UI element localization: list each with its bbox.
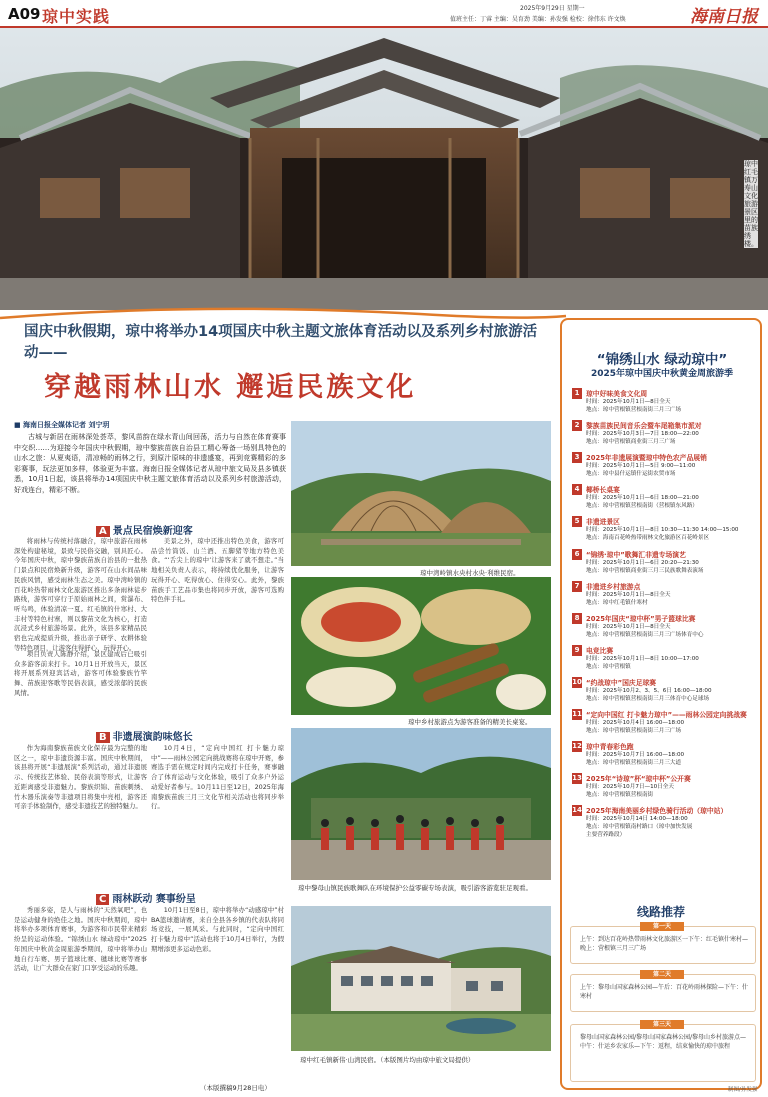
event-location: 地点：琼中营根镇营根南街三月三广场体育中心 [586,632,704,638]
article-subtitle: 国庆中秋假期，琼中将举办14项国庆中秋主题文旅体育活动以及系列乡村旅游活动—— [24,324,538,361]
event-number: 14 [572,806,582,814]
event-number: 12 [572,742,582,750]
event-location: 地点：海南百花岭热带雨林文化旅游区百花岭景区 [586,535,710,541]
section-a-text-col2: 美景之外，琼中还推出特色美食，游客可品尝竹筒饭、山兰酒、五脚猪等地方特色美食。“‘舌尖上的琼中’让游客来了就不想走。”当地相关负责人表示，将持续优化服务，让游客玩得开心、吃得放心、住得安心。此外，黎族苗族手工艺品市集也将同步开放，游客可选购特色伴手礼。 [151,537,284,604]
event-time: 时间：2025年10月3日—7日 18:00—22:00 [586,431,699,437]
event-time: 时间：2025年10月2、3、5、6日 16:00—18:00 [586,688,712,694]
editor-line: 值班主任：丁睿 主编：吴育劲 美编：孙发强 检校：徐伟东 许文焕 [450,16,626,23]
event-title: “定向中国红 打卡魅力琼中”——雨林公园定向挑战赛 [586,711,747,719]
hero-photo-caption: 琼中红毛镇万寿山文化旅游景区里的苗族绣楼。 [744,160,758,248]
event-number: 13 [572,774,582,782]
photo-ethnic-dance [291,728,551,880]
event-title: 2025年“诗琼”杯“琼中杯”公开赛 [586,775,691,783]
photo-long-table-feast [291,577,551,715]
event-location-cont: 主要营养路段） [586,832,626,838]
photo-caption-2: 琼中乡村旅游点为游客准备的精美长桌宴。 [408,718,532,726]
event-time: 时间：2025年10月1日—8日 10:00—17:00 [586,656,699,662]
section-c-heading: C 雨林跃动 赛事纷呈 [96,890,196,905]
event-location: 地点：琼中营根镇营根南街 [586,792,654,798]
section-b-heading: B 非遗展演韵味悠长 [96,728,193,743]
event-time: 时间：2025年10月7日—10日全天 [586,784,674,790]
event-location: 地点：琼中营根镇商业街三月三民族歌舞表演场 [586,568,704,574]
event-title: 非遗进乡村旅游点 [586,583,641,591]
event-time: 时间：2025年10月1日—5日 9:00—11:00 [586,463,696,469]
photo-caption-3: 琼中黎母山镇民族歌舞队在环境保护公益零碳专场表演，吸引游客游览驻足观看。 [298,884,532,892]
route-day-badge: 第一天 [640,922,684,931]
event-time: 时间：2025年10月7日 16:00—18:00 [586,752,685,758]
event-title: 非遗进景区 [586,518,620,526]
sidebar-title: “锦绣山水 绿动琼中” [596,352,728,368]
end-note: （本版撰稿9月28日电） [200,1084,271,1092]
event-number: 2 [572,420,582,431]
page-header [0,0,768,28]
event-title: 琼中青春彩色跑 [586,743,634,751]
section-a-text-col1: 将雨林与传统村落融合，琼中旅游在雨林深处构建秘境，景致与民俗交融，别具匠心。今年国庆中秋，琼中黎族苗族自治县的一批热门景点和民宿焕新升级，游客可在山水间品味民族风情，感受雨林生态之美。琼中湾岭镇的百花岭热带雨林文化旅游区推出多条雨林徒步路线，游客可穿行于原始雨林之间，赏瀑布、听鸟鸣，体验清凉一夏。红毛镇的什寒村、大丰村等特色村寨，则以黎苗文化为核心，打造沉浸式乡村旅游场景。此外，该县多家精品民宿也完成提质升级，推出亲子研学、农耕体验等特色项目，让游客住得舒心、玩得开心。 [14,537,147,652]
event-title: 2025年海南美丽乡村绿色骑行活动（琼中站） [586,807,728,815]
section-b-text-col2: 10月4日，“定向中国红 打卡魅力琼中”——雨林公园定向挑战赛将在琼中开赛，参赛选手需在规定时间内完成打卡任务，赛事融合了体育运动与文化体验，吸引了众多户外运动爱好者参与。10月11日至12日，2025年海南黎族苗族三月三文化节相关活动也将同步举行。 [151,744,284,811]
page-number: A09 [8,5,41,23]
sidebar-subtitle: 2025年琼中国庆中秋黄金周旅游季 [590,369,734,379]
route-description: 上午：黎母山国家森林公园—午后：百花岭雨林探险—下午：什寒村 [580,984,749,1000]
event-location: 地点：琼中营根镇 [586,664,631,670]
event-time: 时间：2025年10月1日—6日 18:00—21:00 [586,495,699,501]
event-number: 7 [572,581,582,592]
event-number: 8 [572,613,582,624]
route-description: 上午：到达百花岭热带雨林文化旅游区一下午：红毛镇什寒村—晚上：营根镇三月三广场 [580,936,749,952]
event-number: 11 [572,710,582,718]
route-description: 黎母山国家森林公园/黎母山国家森林公园/黎母山乡村旅游点—中午：什运乡农家乐—下午：返程，结束愉快的琼中旅程 [580,1034,747,1050]
byline: ■ 海南日报全媒体记者 刘宁玥 [14,421,110,429]
photo-minsu-dome [291,421,551,566]
event-number: 4 [572,484,582,495]
event-number: 3 [572,452,582,463]
date-line: 2025年9月29日 星期一 [520,5,585,12]
event-location: 地点：琼中营根镇营根南街三月三大道 [586,760,682,766]
photo-caption-4: 琼中红毛镇新伟·山湾民宿。（本版图片均由琼中旅文局提供） [300,1056,475,1064]
event-location: 地点：琼中营根镇营根南街三月三广场 [586,728,682,734]
event-title: 琼中好味美食文化周 [586,390,648,398]
photo-shanwan-minsu [291,906,551,1051]
event-location: 地点：琼中营根镇营根南街三月三广场 [586,407,682,413]
newspaper-logo: 海南日报 [690,7,758,27]
event-time: 时间：2025年10月1日—8日全天 [586,399,671,405]
event-number: 10 [572,678,582,686]
event-time: 时间：2025年10月1日—8日全天 [586,624,671,630]
event-location: 地点：琼中营根镇营根南街三月三体育中心足球场 [586,696,710,702]
event-time: 时间：2025年10月1日—8日全天 [586,592,671,598]
article-title: 穿越雨林山水 邂逅民族文化 [44,372,417,403]
routes-title: 线路推荐 [636,905,685,919]
section-c-text-col2: 10月1日至8日，琼中将举办“动感琼中”村BA篮球邀请赛，来自全县各乡镇的代表队将同场竞技，一展风采。与此同时，“定向中国红 打卡魅力琼中”活动也将于10月4日举行，为假期增添更多运动色彩。 [151,906,284,953]
section-b-text-col1: 作为海南黎族苗族文化保存最为完整的地区之一，琼中非遗资源丰富。国庆中秋期间，该县将开展“非遗展演”系列活动，通过非遗展示、传统技艺体验、民俗表演等形式，让游客近距离感受非遗魅力。黎族织锦、苗族刺绣、竹木器乐演奏等非遗项目将集中亮相，游客还可亲手体验制作，感受非遗技艺的独特魅力。 [14,744,147,811]
event-time: 时间：2025年10月1日—6日 20:20—21:30 [586,560,699,566]
event-location: 地点：琼中营根镇商业街三月三广场 [586,439,676,445]
event-number: 1 [572,388,582,399]
graphics-credit: 制图/孙发强 [728,1087,758,1093]
route-day-badge: 第二天 [640,970,684,979]
event-number: 5 [572,516,582,527]
event-title: 2025年非遗展演暨琼中特色农产品展销 [586,454,707,462]
event-title: “约战琼中”国庆足球赛 [586,679,657,687]
section-c-text-col1: 秀丽多姿，是人与雨林的“天然氧吧”，也是运动健身的绝佳之地。国庆中秋期间，琼中将举办多项体育赛事，为游客和市民带来精彩纷呈的运动体验。“锦绣山水 绿动琼中”2025年国庆中秋黄金周旅游季期间，琼中将举办山地自行车赛、男子篮球比赛、毽球比赛等赛事活动，让广大群众在家门口享受运动的乐趣。 [14,906,147,973]
event-title: 黎族苗族民间音乐会暨车尾箱集市派对 [586,422,702,430]
event-location: 地点：琼中营根镇南村路口（琼中加快发展 [586,824,693,830]
event-title: 电竞比赛 [586,647,614,655]
route-day-badge: 第三天 [640,1020,684,1029]
event-number: 9 [572,645,582,656]
lead-paragraph: 古城与新居在雨林深处荟萃，黎风苗韵在绿水青山间回荡，活力与自然在体育赛事中交织……为迎接今年国庆中秋假期，琼中黎族苗族自治县工精心筹备一场别具特色的山水之旅：从夏夷语，清凉畅的雨林之行，到原汁原味的非遗盛宴，再到竞赛精彩的多彩赛事，玩法更加多样，体验更为丰富。海南日报全媒体记者从琼中旅文局及县多镇获悉，10月1日起，该县将举办14项国庆中秋主题文旅体育活动以及系列乡村旅游活动，好戏连台，精彩不断。 [14,433,286,494]
event-number: 6 [572,549,582,560]
hero-photo [0,28,768,310]
event-location: 地点：琼中营根镇营根南街（营根镇东风路） [586,503,698,509]
event-location: 地点：琼中红毛镇什寒村 [586,600,648,606]
photo-caption-1: 琼中湾岭镇水央村水央·利维民宿。 [420,569,520,577]
section-a-text-col1b: 项目负责人陈静介绍，景区建成后已吸引众多游客前来打卡。10月1日开放当天，景区将开展系列迎宾活动，游客可体验黎族竹竿舞、苗族迎客歌等民俗表演，感受浓郁的民族风情。 [14,650,147,697]
event-time: 时间：2025年10月14日 14:00—18:00 [586,816,688,822]
section-title: 琼中实践 [42,7,111,26]
section-a-heading: A 景点民宿焕新迎客 [96,522,193,537]
event-title: 椰桥长桌宴 [586,486,620,494]
event-location: 地点：琼中县什运镇什运街农贸市场 [586,471,676,477]
event-title: 2025年国庆“琼中杯”男子篮球比赛 [586,615,696,623]
event-time: 时间：2025年10月1日—8日 10:30—11:30 14:00—15:00 [586,527,739,533]
event-time: 时间：2025年10月4日 16:00—18:00 [586,720,685,726]
event-title: “锦绣·琼中”歌舞汇非遗专场演艺 [586,551,686,559]
